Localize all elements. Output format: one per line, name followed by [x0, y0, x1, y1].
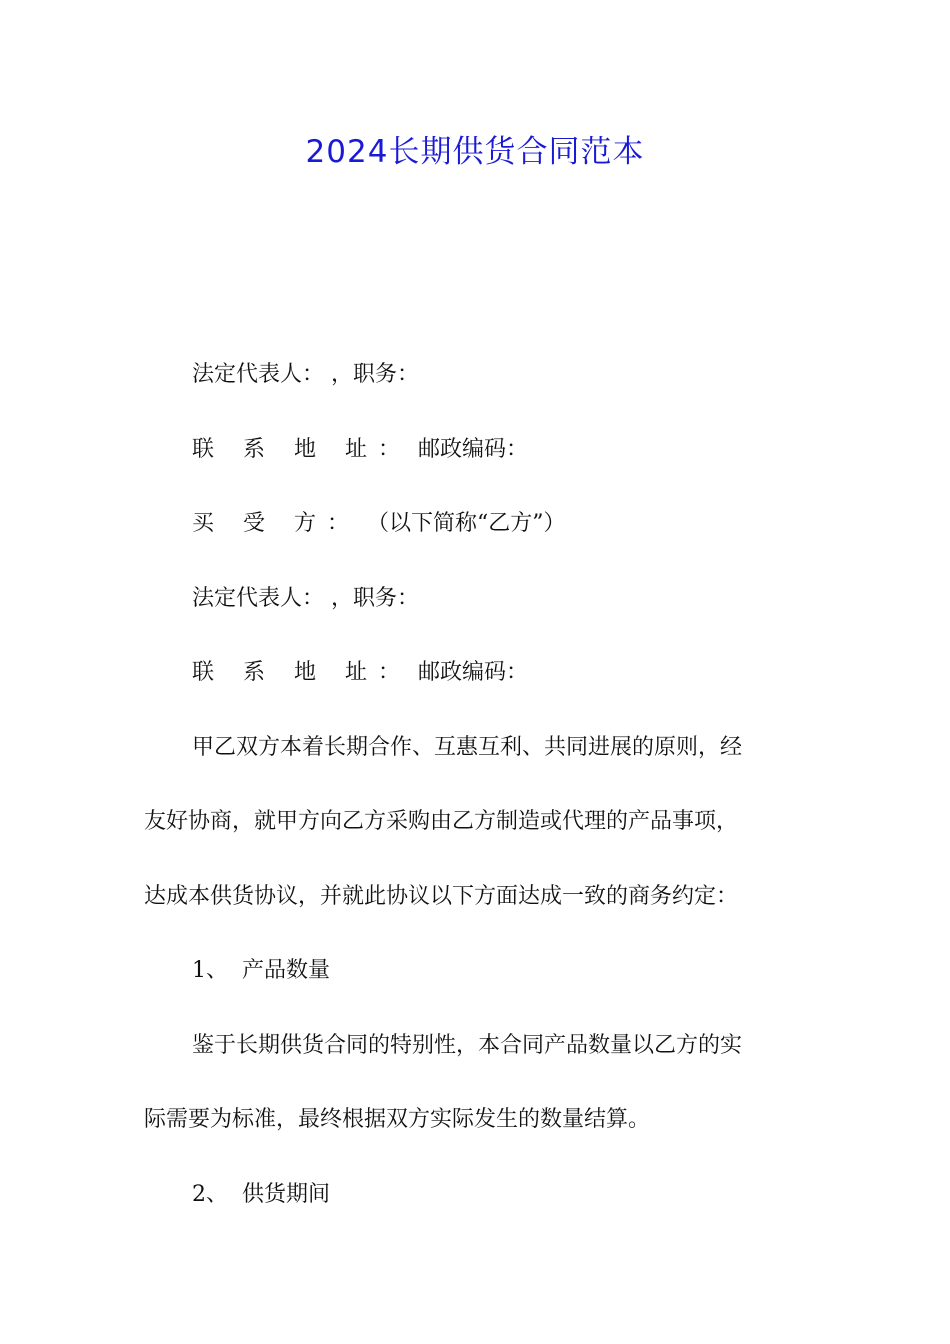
section-number: 2、: [192, 1181, 228, 1207]
section-title: 供货期间: [242, 1181, 331, 1207]
paragraph-2-line-1: 鉴于长期供货合同的特别性，本合同产品数量以乙方的实: [192, 1032, 743, 1058]
document-body: [144, 338, 810, 1232]
buyer-alias: （以下简称“乙方”）: [360, 511, 566, 536]
postcode-label: 邮政编码：: [410, 436, 528, 462]
paragraph-1-line-2: 友好协商，就甲方向乙方采购由乙方制造或代理的产品事项，: [144, 809, 739, 834]
section-1-heading: [144, 934, 810, 1009]
paragraph-2-line-2: 际需要为标准，最终根据双方实际发生的数量结算。: [144, 1107, 651, 1132]
paragraph-1-line-1: 甲乙双方本着长期合作、互惠互利、共同进展的原则，经: [192, 734, 743, 760]
legal-rep-line-1: 法定代表人： ，职务：: [192, 362, 419, 387]
address-label: 联 系 地 址：: [192, 660, 411, 685]
section-2-heading: [144, 1158, 810, 1233]
address-label: 联 系 地 址：: [192, 436, 411, 462]
buyer-label: 买 受 方：: [192, 511, 360, 536]
section-number: 1、: [192, 958, 228, 983]
address-line-2: [144, 636, 810, 711]
address-line-1: [144, 413, 810, 488]
section-title: 产品数量: [242, 958, 331, 983]
document-title: 2024长期供货合同范本: [305, 134, 645, 170]
legal-rep-line-2: 法定代表人： ，职务：: [192, 585, 419, 611]
paragraph-1-line-3: 达成本供货协议，并就此协议以下方面达成一致的商务约定：: [144, 883, 739, 909]
postcode-label: 邮政编码：: [410, 660, 528, 685]
buyer-line: [144, 487, 810, 562]
